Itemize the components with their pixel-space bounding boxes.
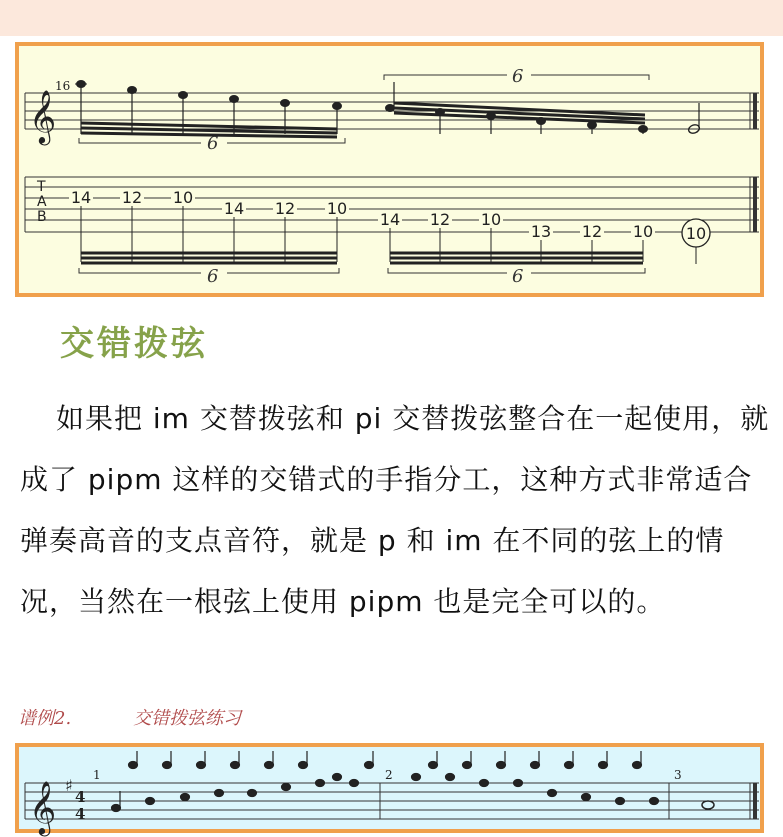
measure-1-notes — [112, 751, 374, 812]
tab-number: 13 — [530, 222, 552, 241]
tuplet-label: 6 — [207, 133, 219, 154]
tuplet-label: 6 — [512, 266, 524, 287]
tab-number: 12 — [429, 210, 451, 229]
tab-final-number: 10 — [685, 224, 707, 243]
example-caption — [18, 704, 241, 730]
time-signature-top: 4 — [75, 788, 86, 806]
top-band — [0, 0, 783, 36]
tab-number: 12 — [274, 199, 296, 218]
measure-number: 3 — [674, 768, 682, 782]
tab-numbers-group-2 — [378, 210, 655, 241]
score-notation-2 — [19, 747, 768, 837]
tab-number: 14 — [379, 210, 401, 229]
whole-note — [702, 801, 714, 809]
score-notation — [19, 46, 768, 301]
tab-number: 12 — [581, 222, 603, 241]
tab-number: 14 — [70, 188, 92, 207]
tab-clef-t: T — [37, 179, 46, 195]
tab-number: 10 — [326, 199, 348, 218]
example-label: 谱例2. — [18, 708, 72, 729]
tab-numbers-group-1 — [69, 188, 349, 218]
tab-clef-b: B — [37, 209, 47, 225]
tab-number: 10 — [172, 188, 194, 207]
measure-number: 2 — [385, 768, 393, 782]
tuplet-label: 6 — [512, 66, 524, 87]
score-exercise-2 — [15, 743, 764, 833]
treble-clef-icon: 𝄞 — [29, 780, 57, 834]
measure-2-notes — [412, 751, 659, 805]
time-signature-bottom: 4 — [75, 805, 86, 823]
tuplet-label: 6 — [207, 266, 219, 287]
tab-number: 14 — [223, 199, 245, 218]
tab-number: 12 — [121, 188, 143, 207]
body-paragraph: 如果把 im 交替拨弦和 pi 交替拨弦整合在一起使用，就成了 pipm 这样的交错式的手指分工，这种方式非常适合弹奏高音的支点音符，就是 p 和 im 在不同的弦上的情况，当然在一根弦上使用 pipm 也是完全可以的。 — [20, 402, 770, 618]
measure-number: 1 — [93, 768, 101, 782]
tab-clef-a: A — [37, 194, 47, 210]
treble-clef-icon: 𝄞 — [29, 89, 57, 143]
tab-number: 10 — [480, 210, 502, 229]
tab-number: 10 — [632, 222, 654, 241]
measure-number: 16 — [55, 79, 71, 93]
sharp-icon: ♯ — [65, 776, 73, 795]
score-staff-tab-example — [15, 42, 764, 297]
section-heading: 交错拨弦 — [60, 324, 208, 364]
example-title: 交错拨弦练习 — [133, 708, 242, 729]
